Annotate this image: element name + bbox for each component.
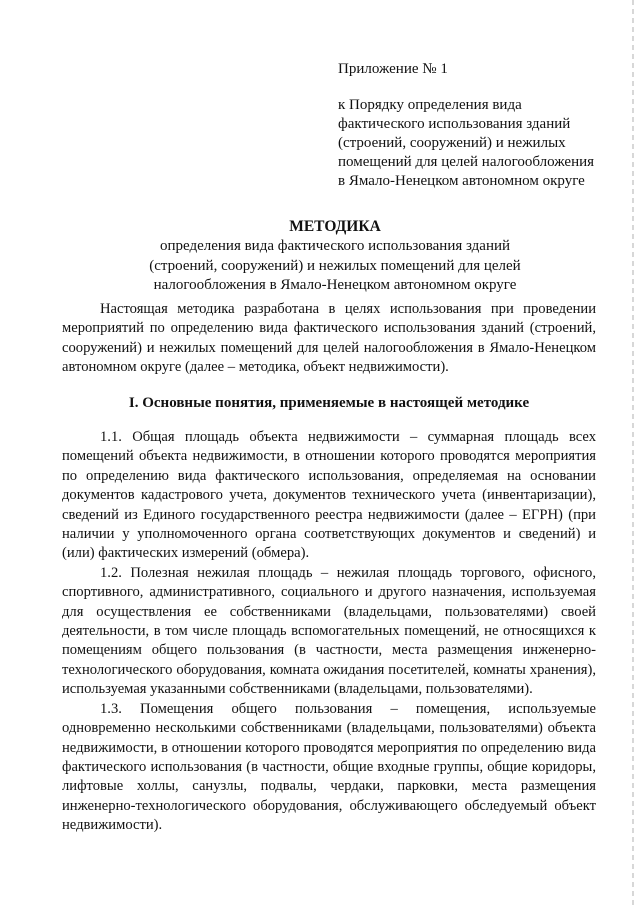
appendix-line: к Порядку определения вида bbox=[338, 97, 522, 113]
appendix-line: в Ямало-Ненецком автономном округе bbox=[338, 173, 585, 189]
scan-edge-artifact bbox=[632, 0, 634, 905]
definition-item: 1.2. Полезная нежилая площадь – нежилая площадь торгового, офисного, спортивного, административного, социального и другого назначения, используемая для осуществления ее собственниками (владельцами, пользователями) своей деятельности, в том числе площадь вспомогательных помещений, не относящихся к помещениям общего пользования (в частности, места размещения инженерно-технологического оборудования, комната ожидания посетителей, комнаты хранения), используемая указанными собственниками (владельцами, пользователями). bbox=[62, 564, 596, 698]
appendix-number: Приложение № 1 bbox=[338, 61, 448, 77]
document-subtitle-line: определения вида фактического использования зданий bbox=[159, 238, 511, 254]
section-heading: I. Основные понятия, применяемые в настоящей методике bbox=[128, 395, 530, 411]
appendix-block bbox=[338, 60, 608, 191]
document-title: МЕТОДИКА bbox=[289, 218, 381, 235]
document-subtitle-line: (строений, сооружений) и нежилых помещений для целей bbox=[149, 257, 521, 274]
intro-paragraph: Настоящая методика разработана в целях использования при проведении мероприятий по определению вида фактического использования зданий (строений, сооружений) и нежилых помещений для целей налогообложения в Ямало-Ненецком автономном округе (далее – методика, объект недвижимости). bbox=[62, 301, 596, 376]
section-items bbox=[62, 428, 596, 836]
appendix-line: помещений для целей налогообложения bbox=[338, 154, 595, 170]
definition-item: 1.1. Общая площадь объекта недвижимости – суммарная площадь всех помещений объекта недвижимости, в отношении которого проводятся мероприятия по определению вида фактического использования, определяемая на основании документов кадастрового учета, документов технического учета (инвентаризации), сведений из Единого государственного реестра недвижимости (далее – ЕГРН) (при наличии у уполномоченного органа соответствующих документов и сведений) и (или) фактических измерений (обмера). bbox=[62, 429, 596, 562]
document-title-block bbox=[70, 217, 600, 296]
appendix-line: фактического использования зданий bbox=[338, 116, 571, 132]
definition-item: 1.3. Помещения общего пользования – помещения, используемые одновременно несколькими собственниками (владельцами, пользователями) объекта недвижимости, в отношении которого проводятся мероприятия по определению вида фактического использования (в частности, общие входные группы, общие коридоры, лифтовые холлы, санузлы, подвалы, чердаки, парковки, места размещения инженерно-технологического оборудования, обслуживающего обследуемый объект недвижимости). bbox=[62, 700, 596, 834]
document-subtitle-line: налогообложения в Ямало-Ненецком автономном округе bbox=[153, 277, 517, 293]
appendix-line: (строений, сооружений) и нежилых bbox=[338, 135, 566, 151]
